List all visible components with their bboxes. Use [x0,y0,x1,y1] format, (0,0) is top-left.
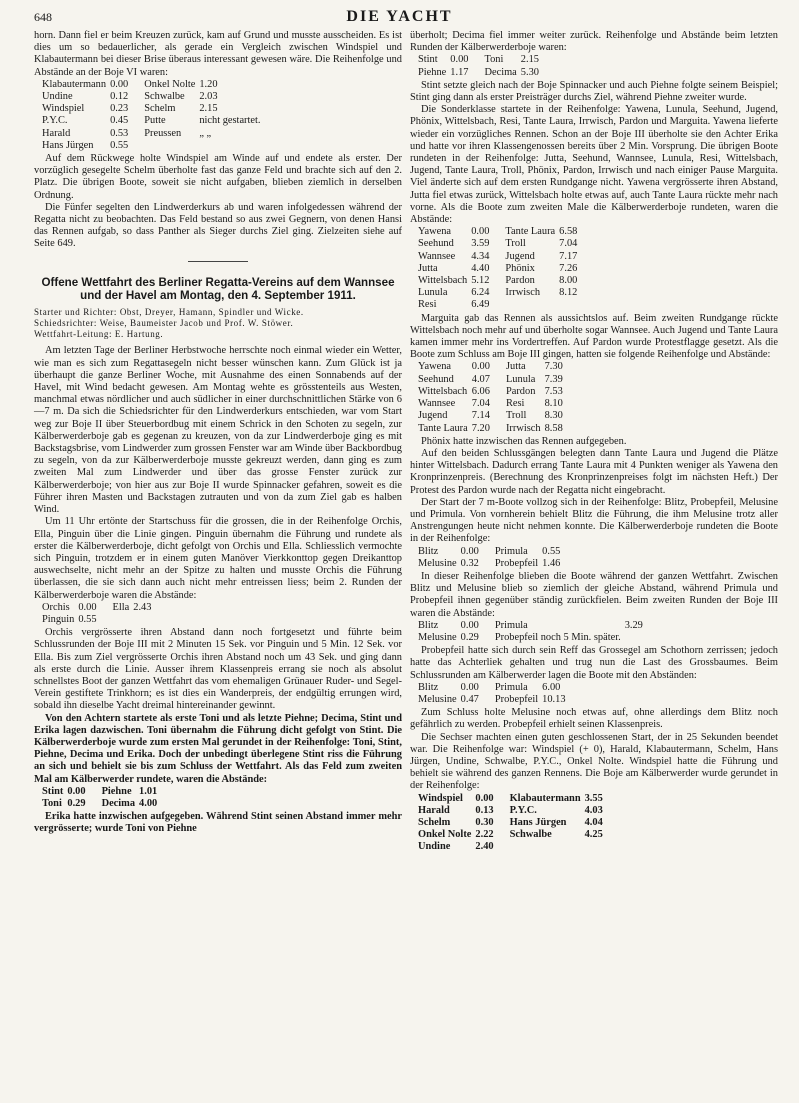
time-gap: 7.20 [471,422,490,434]
paragraph: Die Fünfer segelten den Lindwerderkurs ab und waren infolgedessen während der Regatta nicht zu beobachten. Das Feld bestand so aus zwei Gegnern, von denen Hansi das Rennen aufgab, so dass Panther als Sieger durchs Ziel ging. Zielzeiten siehe auf Seite 649. [34,201,402,250]
boat-name: Seehund [418,373,454,385]
time-gap: nicht gestartet. [199,115,261,127]
time-gap: 0.00 [67,785,86,797]
paragraph: Orchis vergrösserte ihren Abstand dann noch fortgesetzt und führte beim Schlussrunden der Boje III mit 2 Minuten 15 Sek. vor Pinguin und 5 Min. 12 Sek. vor Ella. Bis zum Ziel vergrösserte Orchis ihren Abstand noch um 43 Sek. und ging dann als erste durch die Linie. Ausser ihrem Klassenpreis errang sie noch als absolut schnellstes Boot der ganzen Wettfahrt das vom ehemaligen Grünauer Ruder- und Segel-Verein gestiftete Trinkhorn; es ist dies ein Wanderpreis, der endgültig errungen wird, sobald ihn dieselbe Yacht dreimal hintereinander gewinnt. [34,627,402,712]
table-row [418,374,567,386]
time-gap: 3.29 [624,619,643,631]
right-column [410,30,778,855]
standings-table [418,793,607,854]
boat-name: Wannsee [418,398,456,410]
paragraph: Erika hatte inzwischen aufgegeben. Während Stint seinen Abstand immer mehr vergrösserte; wurde Toni von Piehne [34,811,402,835]
paragraph: Zum Schluss holte Melusine noch etwas auf, ohne allerdings dem Blitz noch gefährlich zu werden. Probepfeil erhielt seinen Klassenpreis. [410,707,778,731]
time-gap: 10.13 [542,693,566,705]
paragraph: horn. Dann fiel er beim Kreuzen zurück, kam auf Grund und musste ausscheiden. Es ist dies um so bedauerlicher, als gerade ein Vergleich zwischen Windspiel und Klabautermann bei dieser Brise überaus interessant gewesen wäre. Die Reihenfolge und Abstände an der Boje VI waren: [34,30,402,78]
time-gap: 7.26 [559,262,578,274]
boat-name: Pardon [505,275,535,287]
time-gap: „ „ [199,127,212,139]
time-gap: 4.25 [584,829,603,841]
paragraph: Um 11 Uhr ertönte der Startschuss für die grossen, die in der Reihenfolge Orchis, Ella, Pinguin über die Linie gingen. Pinguin übernahm die Führung und rundete als erster die Kälberwerderboje, dicht gefolgt von Orchis und Ella. Schliesslich vermochte sich Pinguin, trotzdem er in einem guten Manöver Vierkkonttop gegen Dreikanttop auswechselte, nicht mehr an der Spitze zu halten und musste Orchis die Führung überlassen, die sie sich dann auch nicht mehr entreissen liess; beim 2. Runden der Kälberwerderboje waren die Abstände: [34,516,402,601]
time-gap: 8.58 [544,422,563,434]
article-title: Offene Wettfahrt des Berliner Regatta-Vereins auf dem Wannsee und der Havel am Montag, den 4. September 1911. [41,275,395,303]
officials-block [34,307,402,341]
time-gap [585,841,607,853]
time-gap: 6.06 [471,385,490,397]
boat-name: Onkel Nolte [144,78,196,90]
boat-name: Lunula [505,373,536,385]
boat-name: P.Y.C. [509,804,537,816]
boat-name: Probepfeil [494,693,539,705]
time-gap: 0.00 [460,681,479,693]
boat-name [144,140,199,152]
standings-table [418,546,564,570]
boat-name: Jutta [505,361,526,373]
boat-name: Probepfeil noch 5 Min. später. [494,631,621,643]
boat-name: Blitz [418,545,439,557]
boat-name: Tante Laura [505,226,556,238]
boat-name: P.Y.C. [42,115,68,127]
boat-name: Undine [418,841,451,853]
boat-name: Putte [144,115,166,127]
boat-name: Phönix [505,262,535,274]
time-gap: 4.34 [471,250,490,262]
paragraph: Von den Achtern startete als erste Toni und als letzte Piehne; Decima, Stint und Erika lagen dazwischen. Toni übernahm die Führung dicht gefolgt von Stint. Die Kälberwerderboje wurde zum ersten Mal gerundet in der Reihenfolge: Toni, Stint, Piehne, Decima und Erika. Doch der unbedingt überlegene Stint riss die Führung an sich und behielt sie bis zum Schluss der Wettfahrt. Als das Feld zum zweiten Mal am Kälberwerder rundete, waren die Abstände: [34,712,402,785]
time-gap: 0.53 [110,127,129,139]
table-row [42,91,265,103]
standings-table [42,786,161,810]
time-gap: 6.58 [559,226,578,238]
table-row [418,263,581,275]
boat-name: Irrwisch [505,287,541,299]
paragraph: Stint setzte gleich nach der Boje Spinnacker und auch Piehne folgte seinem Beispiel; Stint ging dann als erster Preisträger durchs Ziel, während Piehne zweiter wurde. [410,79,778,104]
table-row [418,361,567,373]
boat-name: Windspiel [42,103,85,115]
time-gap: 0.47 [460,693,479,705]
boat-name: Melusine [418,631,457,643]
time-gap: 0.12 [110,91,129,103]
table-row [418,558,564,570]
standings-table [418,226,581,311]
table-row [418,694,570,706]
journal-title: DIE YACHT [346,8,453,25]
boat-name: Klabautermann [42,78,107,90]
page-header [0,8,799,28]
boat-name: Harald [418,804,450,816]
time-gap: 0.00 [78,601,97,613]
boat-name: Irrwisch [505,422,541,434]
time-gap: 0.00 [475,792,494,804]
standings-table [42,602,155,626]
section-divider [188,261,248,262]
time-gap: 0.55 [78,613,97,625]
boat-name: Blitz [418,681,439,693]
paragraph: Auf dem Rückwege holte Windspiel am Winde auf und endete als erster. Der vorzüglich gesegelte Schelm überholte fast das ganze Feld und brachte sich auf den 2. Platz. Die übrigen Boote, soweit sie nicht aufgaben, blieben ziemlich in derselben Ordnung. [34,153,402,201]
boat-name: Hans Jürgen [509,817,567,828]
boat-name: Troll [505,410,527,422]
boat-name: Piehne [101,785,132,797]
boat-name: Wittelsbach [418,385,468,397]
time-gap: 6.00 [542,681,561,693]
boat-name: Preussen [144,127,182,139]
table-row [418,299,581,311]
boat-name: Schwalbe [144,91,185,103]
time-gap: 0.00 [471,361,490,373]
time-gap: 8.00 [559,275,578,287]
time-gap: 2.40 [475,841,494,853]
time-gap: 0.00 [460,619,479,631]
table-row [418,632,647,644]
time-gap: 5.30 [520,66,539,78]
boat-name: Jutta [418,262,438,274]
officials-starters: Starter und Richter: Obst, Dreyer, Hamann, Spindler und Wicke. [34,306,304,317]
time-gap: 0.55 [110,139,129,151]
time-gap: 2.43 [133,601,152,613]
boat-name: Probepfeil [494,557,539,569]
time-gap: 0.45 [110,115,129,127]
table-row [418,67,543,79]
time-gap: 1.46 [542,557,561,569]
boat-name: Lunula [418,287,448,299]
time-gap: 7.04 [471,398,490,410]
table-row [42,103,265,115]
time-gap: 0.29 [67,797,86,809]
table-row [418,410,567,422]
time-gap: 7.53 [544,385,563,397]
boat-name: Decima [101,797,136,809]
boat-name: Schwalbe [509,829,552,841]
time-gap: 0.00 [471,226,490,238]
time-gap [625,632,647,644]
table-row [418,398,567,410]
boat-name [510,841,585,853]
boat-name: Toni [42,797,62,809]
time-gap: 1.20 [199,78,218,90]
table-row [42,79,265,91]
boat-name: Stint [42,785,64,797]
time-gap: 0.00 [460,545,479,557]
time-gap: 0.13 [475,804,494,816]
time-gap: 2.15 [199,103,218,115]
time-gap: 2.03 [199,91,218,103]
boat-name: Resi [418,299,437,311]
standings-table [418,682,570,706]
boat-name: Harald [42,127,71,139]
time-gap: 8.12 [559,287,578,299]
time-gap [559,299,581,311]
paragraph: Probepfeil hatte sich durch sein Reff das Grossegel am Schothorn zerrissen; jedoch hatte das Achterliek gehalten und trug nun die Last des Grossbaumes. Beim Schlussrunden am Kälberwerder lagen die Boote mit den Abständen: [410,645,778,681]
time-gap: 8.30 [544,410,563,422]
boat-name: Melusine [418,557,457,569]
table-row [418,817,607,829]
page-number: 648 [34,10,52,24]
table-row [418,423,567,435]
boat-name: Windspiel [418,792,463,804]
boat-name: Onkel Nolte [418,829,472,841]
time-gap: 2.15 [520,54,539,66]
table-row [418,251,581,263]
table-row [42,798,161,810]
boat-name: Primula [494,681,528,693]
boat-name: Melusine [418,693,457,705]
time-gap [199,140,264,152]
table-row [42,614,155,626]
time-gap: 0.29 [460,631,479,643]
standings-table [418,620,647,644]
time-gap: 5.12 [471,275,490,287]
time-gap [133,614,155,626]
table-row [418,287,581,299]
table-row [418,54,543,66]
paragraph: Am letzten Tage der Berliner Herbstwoche herrschte noch einmal wieder ein Wetter, wie man es sich zum Regattasegeln nicht besser wünschen kann. Zum Glück ist ja überhaupt die ganze Berliner Woche, mit Ausnahme des einen Sonnabends auf der Havel, mit Wind bedacht gewesen. Am Montag wehte es grösstenteils aus Westen, manchmal etwas nördlicher und auch südlicher in einer durchschnittlichen Stärke von 6—7 m. Da sich die Schiedsrichter für den Lindwerderkurs entschieden, war vom Start weg zur Boje II über Steuerbordbug mit einem Schrick in den Schoten zu segeln, zur Kälberwerderboje gab es gegenan zu kreuzen, von da zur Lindwerderboje ging es mit Backstagsbrise, vom Lindwerder zum grossen Fenster war am Winde über Backbordbug zu segeln, von da zur Kälberwerderboje musste gekreuzt werden, dann ging es zum zweiten Mal zum Lindwerder und über das grosse Fenster zurück zur Kälberwerderboje; von hier aus zur Boje II wurde Spinnacker gefahren, soweit es die Führer ihren Masten und Backstagen zutrauten und von da zum Ziel gab es halben Wind. [34,345,402,516]
time-gap: 4.00 [139,797,158,809]
time-gap: 4.03 [584,804,603,816]
boat-name: Hans Jürgen [42,139,94,151]
time-gap: 3.55 [584,792,603,804]
boat-name: Primula [494,545,528,557]
boat-name: Schelm [418,817,451,828]
paragraph: Auf den beiden Schlussgängen belegten dann Tante Laura und Jugend die Plätze hinter Wittelsbach. Dadurch errang Tante Laura mit 4 Punkten weniger als Yawena den Kronprinzenpreis. (Berechnung des Kronprinzenpreises folgt im nächsten Heft.) Der Protest des Pardon wurde nach der Regatta nicht eingebracht. [410,447,778,496]
boat-name: Tante Laura [418,422,468,434]
boat-name: Ella [112,601,130,613]
time-gap: 0.00 [450,54,469,66]
boat-name: Decima [484,66,517,78]
table-row [42,115,265,127]
table-row [418,829,607,841]
paragraph: Die Sechser machten einen guten geschlossenen Start, der in 25 Sekunden beendet war. Die Reihenfolge war: Windspiel (+ 0), Harald, Klabautermann, Schelm, Hans Jürgen, Undine, Schwalbe, P.Y.C., Onkel Nolte. Windspiel hatte die Führung und behielt sie während des ganzen Rennens. Die Boje am Kälberwerder wurde gerundet in der Reihenfolge: [410,731,778,792]
boat-name: Wittelsbach [418,275,468,287]
table-row [418,682,570,694]
boat-name: Schelm [144,103,176,115]
time-gap: 4.04 [584,817,603,828]
time-gap: 0.00 [110,78,129,90]
boat-name: Yawena [418,361,451,373]
time-gap: 7.39 [544,373,563,385]
boat-name: Wannsee [418,250,456,262]
time-gap: 4.07 [471,373,490,385]
paragraph: Die Sonderklasse startete in der Reihenfolge: Yawena, Lunula, Seehund, Jugend, Phönix, Wittelsbach, Resi, Tante Laura, Irrwisch, Pardon und Marguita. Yawena lieferte wieder ein vorzügliches Rennen. Schon an der Boje III überholte sie den Achter Erika und hatte vor ihren Klassengenossen bereits über 2 Min. Vorsprung. Die übrigen Boote rundeten in der Reihenfolge: Jutta, Seehund, Wannsee, Lunula, Resi, Wittelsbach, Jugend, Tante Laura, Troll, Phönix, Pardon, Irrwisch und nach einiger Pause Marguita. Viel änderte sich auf dem ersten Rundgange nicht. Yawena vergrösserte ihren Abstand, Jutta fiel etwas zurück, Wittelsbach holte etwas auf, auch Tante Laura rückte mehr nach vorne. Als die Boote zum zweiten Male die Kälberwerderboje rundeten, waren die Abstände: [410,104,778,226]
boat-name: Seehund [418,238,454,250]
officials-race-director: Wettfahrt-Leitung: E. Hartung. [34,329,164,340]
boat-name: Jugend [418,410,448,422]
table-row [42,602,155,614]
time-gap: 6.24 [471,287,490,299]
boat-name: Piehne [418,66,447,78]
time-gap: 6.49 [471,299,490,311]
boat-name: Klabautermann [509,792,581,804]
table-row [42,140,265,152]
table-row [418,238,581,250]
time-gap: 3.59 [471,238,490,250]
time-gap: 0.30 [475,817,494,828]
time-gap: 4.40 [471,262,490,274]
time-gap: 0.55 [542,545,561,557]
time-gap: 7.14 [471,410,490,422]
time-gap: 8.10 [544,398,563,410]
boat-name: Troll [505,238,526,250]
boat-name: Pardon [505,385,536,397]
time-gap: 1.01 [139,785,158,797]
boat-name: Toni [484,54,504,66]
time-gap: 7.17 [559,250,578,262]
paragraph: überholt; Decima fiel immer weiter zurück. Reihenfolge und Abstände beim letzten Runden der Kälberwerderboje waren: [410,30,778,54]
paragraph: In dieser Reihenfolge blieben die Boote während der ganzen Wettfahrt. Zwischen Blitz und Melusine blieb so ziemlich der gleiche Abstand, während Primula und Probepfeil ihnen gegenüber ständig zurückfielen. Beim zweiten Runden der Boje III waren die Abstände: [410,570,778,619]
table-row [418,386,567,398]
standings-table [42,79,265,152]
table-row [418,841,607,853]
standings-table [418,361,567,434]
table-row [418,226,581,238]
boat-name: Yawena [418,226,451,238]
boat-name: Jugend [505,250,535,262]
paragraph: Phönix hatte inzwischen das Rennen aufgegeben. [421,435,627,447]
boat-name: Orchis [42,601,70,613]
time-gap: 0.32 [460,557,479,569]
time-gap: 2.22 [475,829,494,841]
paragraph: Marguita gab das Rennen als aussichtslos auf. Beim zweiten Rundgange rückte Wittelsbach noch mehr auf und überholte sogar Wannsee. Auch Jugend und Tante Laura kamen immer mehr ins Vordertreffen. Auf Pardon wurde Protestflagge gesetzt. Als die Boote zum Schluss am Boje III gingen, hatten sie folgende Reihenfolge und Abstände: [410,312,778,361]
time-gap: 7.04 [559,238,578,250]
time-gap: 7.30 [544,361,563,373]
left-column [34,30,402,836]
table-row [418,805,607,817]
officials-judges: Schiedsrichter: Weise, Baumeister Jacob und Prof. W. Stöwer. [34,318,294,329]
table-row [42,128,265,140]
paragraph: Der Start der 7 m-Boote vollzog sich in der Reihenfolge: Blitz, Probepfeil, Melusine und Primula. Von vornherein behielt Blitz die Führung, die ihm Melusine trotz aller Anstrengungen heute nicht nehmen konnte. Die Kälberwerderboje rundeten die Boote in der Reihenfolge: [410,496,778,545]
boat-name: Resi [505,398,525,410]
table-row [418,275,581,287]
standings-table [418,54,543,78]
boat-name [505,299,559,311]
boat-name: Primula [494,619,528,631]
boat-name: Stint [418,54,438,66]
time-gap: 1.17 [450,66,469,78]
table-row [418,546,564,558]
table-row [42,786,161,798]
boat-name [113,614,134,626]
table-row [418,620,647,632]
time-gap: 0.23 [110,103,129,115]
boat-name: Pinguin [42,613,75,625]
boat-name: Undine [42,91,73,103]
boat-name: Blitz [418,619,439,631]
table-row [418,793,607,805]
